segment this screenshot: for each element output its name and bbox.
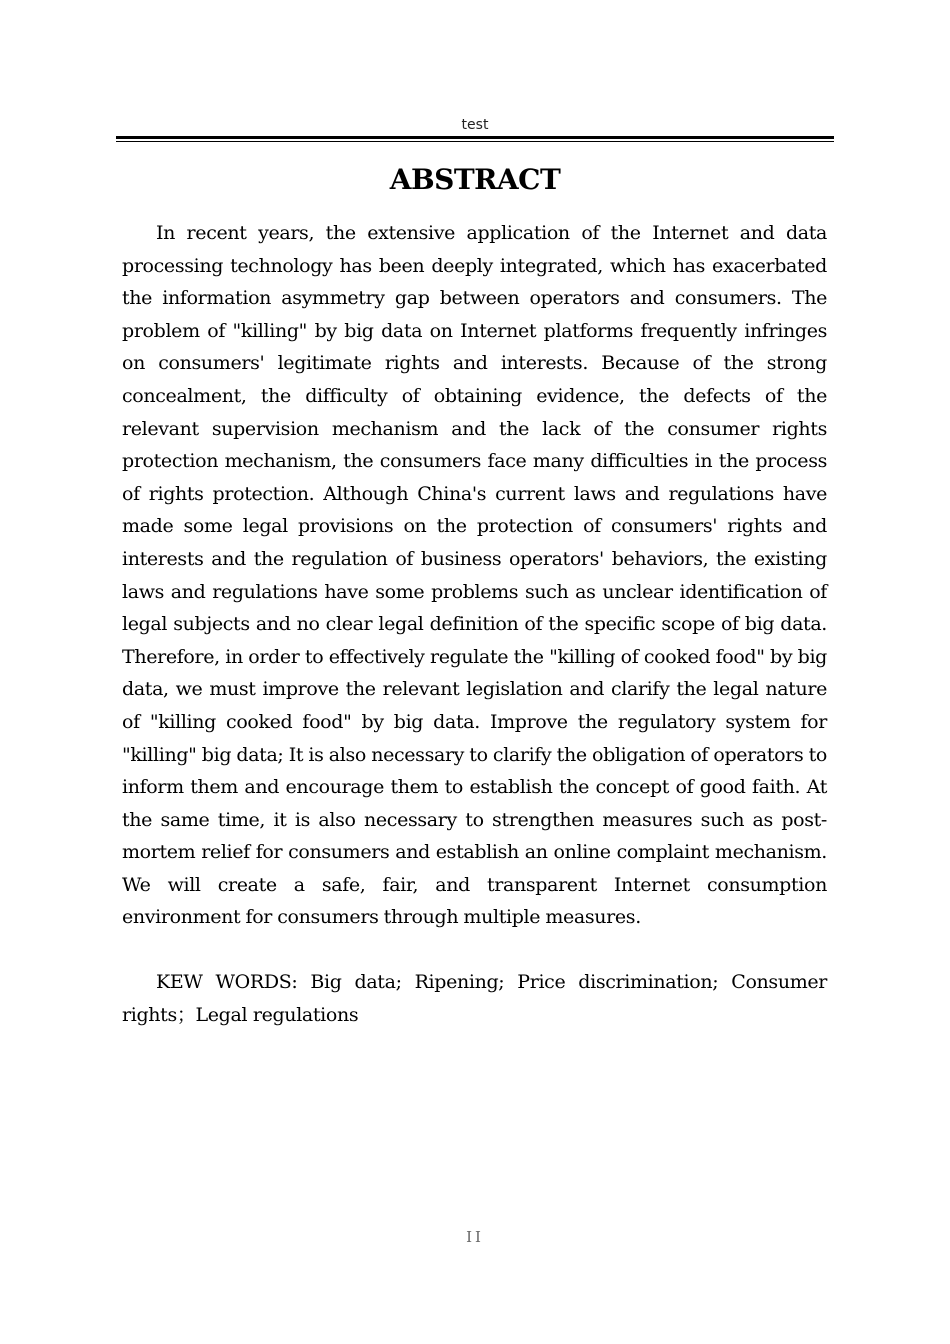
abstract-paragraph: In recent years, the extensive application of the Internet and data processing technology has been deeply integrated, which has exacerbated the information asymmetry gap between operators and consumers. The problem of "killing" by big data on Internet platforms frequently infringes on consumers' legitimate rights and interests. Because of the strong concealment, the difficulty of obtaining evidence, the defects of the relevant supervision mechanism and the lack of the consumer rights protection mechanism, the consumers face many difficulties in the process of rights protection. Although China's current laws and regulations have made some legal provisions on the protection of consumers' rights and interests and the regulation of business operators' behaviors, the existing laws and regulations have some problems such as unclear identification of legal subjects and no clear legal definition of the specific scope of big data. Therefore, in order to effectively regulate the "killing of cooked food" by big data, we must improve the relevant legislation and clarify the legal nature of "killing cooked food" by big data. Improve the regulatory system for "killing" big data; It is also necessary to clarify the obligation of operators to inform them and encourage them to establish the concept of good faith. At the same time, it is also necessary to strengthen measures such as post-mortem relief for consumers and establish an online complaint mechanism. We will create a safe, fair, and transparent Internet consumption environment for consumers through multiple measures. <box>122 222 827 929</box>
running-header: test <box>461 117 489 133</box>
page-number: II <box>466 1228 484 1246</box>
page-title: ABSTRACT <box>389 163 561 196</box>
header-divider <box>116 136 834 142</box>
keywords-paragraph: KEW WORDS: Big data; Ripening; Price discrimination; Consumer rights；Legal regulations <box>122 971 827 1026</box>
